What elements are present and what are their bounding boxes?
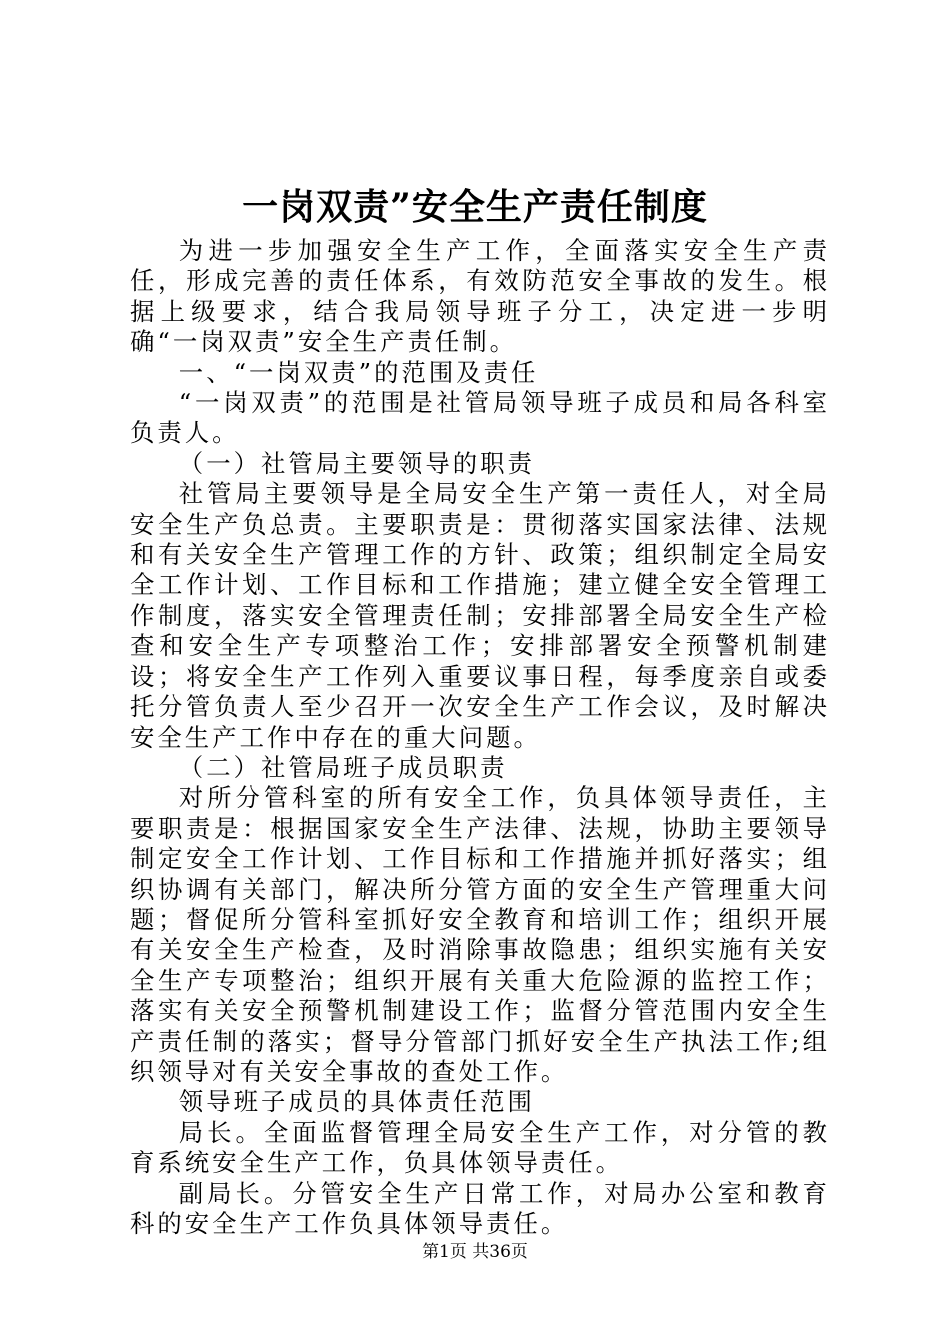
paragraph-deputy-director: 副局长。分管安全生产日常工作，对局办公室和教育科的安全生产工作负具体领导责任。 xyxy=(130,1178,830,1238)
subsection-heading-main-leader: （一）社管局主要领导的职责 xyxy=(178,448,535,478)
section-heading-scope: 一、“一岗双责”的范围及责任 xyxy=(178,357,539,387)
paragraph-intro: 为进一步加强安全生产工作，全面落实安全生产责任，形成完善的责任体系，有效防范安全事故的发生。根据上级要求，结合我局领导班子分工，决定进一步明确“一岗双责”安全生产责任制。 xyxy=(130,236,830,357)
subsection-heading-team-members: （二）社管局班子成员职责 xyxy=(178,752,508,782)
paragraph-main-leader-duties: 社管局主要领导是全局安全生产第一责任人，对全局安全生产负总责。主要职责是：贯彻落实国家法律、法规和有关安全生产管理工作的方针、政策；组织制定全局安全工作计划、工作目标和工作措施；建立健全安全管理工作制度，落实安全管理责任制；安排部署全局安全生产检查和安全生产专项整治工作；安排部署安全预警机制建设；将安全生产工作列入重要议事日程，每季度亲自或委托分管负责人至少召开一次安全生产工作会议，及时解决安全生产工作中存在的重大问题。 xyxy=(130,479,830,752)
document-body xyxy=(130,236,830,1239)
paragraph-scope: “一岗双责”的范围是社管局领导班子成员和局各科室负责人。 xyxy=(130,388,830,448)
subsection-heading-responsibility-range: 领导班子成员的具体责任范围 xyxy=(178,1087,535,1117)
paragraph-team-member-duties: 对所分管科室的所有安全工作，负具体领导责任，主要职责是：根据国家安全生产法律、法规，协助主要领导制定安全工作计划、工作目标和工作措施并抓好落实；组织协调有关部门，解决所分管方面的安全生产管理重大问题；督促所分管科室抓好安全教育和培训工作；组织开展有关安全生产检查，及时消除事故隐患；组织实施有关安全生产专项整治；组织开展有关重大危险源的监控工作；落实有关安全预警机制建设工作；监督分管范围内安全生产责任制的落实；督导分管部门抓好安全生产执法工作;组织领导对有关安全事故的查处工作。 xyxy=(130,783,830,1086)
page-number: 第1页 共36页 xyxy=(422,1242,528,1262)
paragraph-director: 局长。全面监督管理全局安全生产工作，对分管的教育系统安全生产工作，负具体领导责任。 xyxy=(130,1117,830,1178)
document-title: 一岗双责”安全生产责任制度 xyxy=(242,186,708,228)
